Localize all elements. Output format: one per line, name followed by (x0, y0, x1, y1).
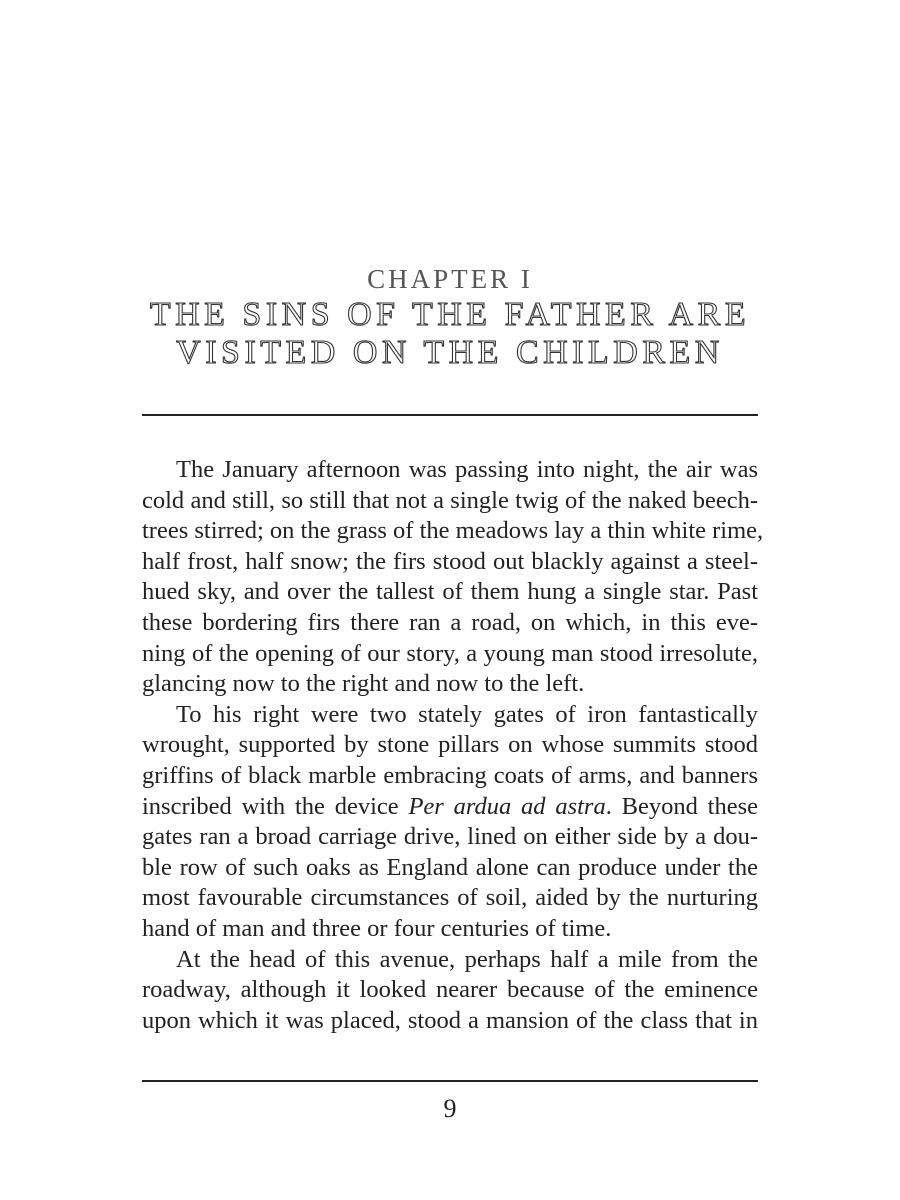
paragraph-2 (142, 700, 758, 945)
motto: Per ardua ad astra (408, 792, 606, 820)
text-line: The January afternoon was passing into night, the air was (176, 456, 758, 483)
chapter-title (0, 296, 900, 372)
text-line: most favourable circumstances of soil, aided by the nurturing (142, 884, 758, 912)
bottom-divider (142, 1080, 758, 1082)
text-line: hand of man and three or four centuries of time. (142, 914, 612, 942)
text-line: At the head of this avenue, perhaps half a mile from the (176, 945, 758, 973)
text-line: ning of the opening of our story, a young man stood irresolute, (142, 639, 758, 667)
paragraph-3 (142, 945, 758, 1037)
text-line-end: . Beyond these (605, 792, 758, 820)
text-line: griffins of black marble embracing coats of arms, and banners (142, 761, 758, 789)
text-line: wrought, supported by stone pillars on whose summits stood (142, 731, 758, 759)
chapter-body (142, 455, 764, 1036)
text-line: upon which it was placed, stood a mansion of the class that in (142, 1006, 758, 1034)
text-line: cold and still, so still that not a single twig of the naked beech- (142, 486, 758, 514)
text-line: To his right were two stately gates of iron fantastically (176, 700, 758, 728)
page-number: 9 (443, 1094, 457, 1123)
text-line: hued sky, and over the tallest of them hung a single star. Past (142, 578, 758, 606)
text-line: ble row of such oaks as England alone can produce under the (142, 853, 758, 881)
text-line: half frost, half snow; the firs stood out blackly against a steel- (142, 547, 758, 575)
chapter-title-line-1: THE SINS OF THE FATHER ARE (149, 296, 751, 333)
text-line: trees stirred; on the grass of the meadows lay a thin white rime, (142, 517, 764, 545)
text-line-start: inscribed with the device (142, 792, 409, 820)
text-line: roadway, although it looked nearer because of the eminence (142, 976, 758, 1004)
text-line: glancing now to the right and now to the left. (142, 670, 585, 698)
top-divider (142, 414, 758, 416)
text-line: these bordering firs there ran a road, on which, in this eve- (142, 608, 758, 636)
text-line: gates ran a broad carriage drive, lined on either side by a dou- (142, 823, 758, 851)
text-line-with-motto (142, 792, 758, 823)
chapter-title-line-2: VISITED ON THE CHILDREN (176, 334, 724, 371)
paragraph-1 (142, 455, 764, 700)
chapter-label: CHAPTER I (367, 264, 533, 294)
